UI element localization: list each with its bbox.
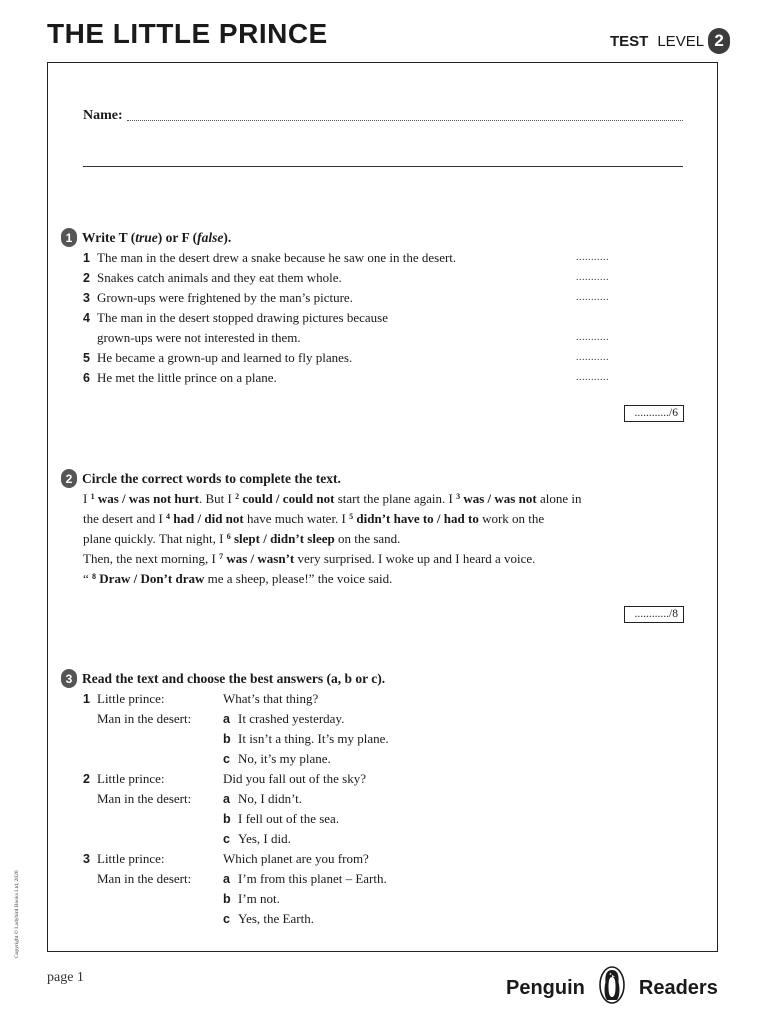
option-letter[interactable]: a bbox=[223, 872, 230, 886]
statement: Grown-ups were frightened by the man’s picture. bbox=[97, 290, 353, 305]
option-text: It isn’t a thing. It’s my plane. bbox=[238, 731, 389, 746]
option-text: Yes, the Earth. bbox=[238, 911, 314, 926]
copyright-notice: Copyright © Ladybird Books Ltd, 2020 bbox=[14, 870, 20, 958]
item-number: 2 bbox=[83, 271, 90, 285]
paragraph-line: “ $^8$ Draw / Don’t draw me a sheep, please!” the voice said. bbox=[83, 571, 393, 586]
answer-blank[interactable]: ........... bbox=[576, 272, 609, 283]
option-text: I’m not. bbox=[238, 891, 280, 906]
statement: The man in the desert stopped drawing pictures because bbox=[97, 310, 388, 325]
section-2-heading bbox=[61, 469, 341, 488]
section-3-heading bbox=[61, 669, 385, 688]
speaker-label: Little prince: bbox=[97, 771, 165, 786]
option-letter[interactable]: b bbox=[223, 812, 231, 826]
item-number: 6 bbox=[83, 371, 90, 385]
page-title: THE LITTLE PRINCE bbox=[47, 18, 328, 49]
score-box: ............/6 bbox=[624, 405, 684, 422]
question-text: Which planet are you from? bbox=[223, 851, 369, 866]
page-number: page 1 bbox=[47, 970, 84, 985]
penguin-icon bbox=[599, 966, 625, 1010]
score-box: ............/8 bbox=[624, 606, 684, 623]
option-letter[interactable]: c bbox=[223, 752, 230, 766]
statement: Snakes catch animals and they eat them whole. bbox=[97, 270, 342, 285]
answer-blank[interactable]: ........... bbox=[576, 372, 609, 383]
test-level-badge bbox=[610, 28, 730, 54]
answer-blank[interactable]: ........... bbox=[576, 252, 609, 263]
name-label: Name: bbox=[83, 108, 123, 123]
option-letter[interactable]: a bbox=[223, 792, 230, 806]
word-choice[interactable]: was / was not hurt bbox=[94, 491, 199, 506]
option-text: Yes, I did. bbox=[238, 831, 291, 846]
brand-readers: Readers bbox=[638, 976, 718, 999]
section-3-instruction: Read the text and choose the best answers (a, b or c). bbox=[82, 670, 386, 686]
option-text: I’m from this planet – Earth. bbox=[238, 871, 387, 886]
option-text: It crashed yesterday. bbox=[238, 711, 345, 726]
answer-blank[interactable]: ........... bbox=[576, 332, 609, 343]
question-number: 1 bbox=[83, 692, 90, 706]
option-text: No, I didn’t. bbox=[238, 791, 303, 806]
item-number: 4 bbox=[83, 311, 90, 325]
word-choice[interactable]: slept / didn’t sleep bbox=[230, 531, 335, 546]
item-number: 5 bbox=[83, 351, 90, 365]
speaker-label: Little prince: bbox=[97, 691, 165, 706]
section-number-badge: 2 bbox=[61, 469, 77, 488]
level-label: LEVEL bbox=[657, 32, 705, 50]
paragraph-line: Then, the next morning, I $^7$ was / wasn’t very surprised. I woke up and I heard a voice. bbox=[83, 551, 536, 566]
statement: He met the little prince on a plane. bbox=[97, 370, 277, 385]
question-text: What’s that thing? bbox=[223, 691, 319, 706]
option-text: I fell out of the sea. bbox=[238, 811, 340, 826]
speaker-label: Man in the desert: bbox=[97, 791, 192, 806]
section-number-badge: 3 bbox=[61, 669, 77, 688]
question-number: 3 bbox=[83, 852, 90, 866]
option-letter[interactable]: b bbox=[223, 892, 231, 906]
word-choice[interactable]: didn’t have to / had to bbox=[353, 511, 479, 526]
speaker-label: Little prince: bbox=[97, 851, 165, 866]
answer-blank[interactable]: ........... bbox=[576, 292, 609, 303]
word-choice[interactable]: was / wasn’t bbox=[223, 551, 295, 566]
test-label: TEST bbox=[610, 32, 649, 50]
option-letter[interactable]: c bbox=[223, 912, 230, 926]
question-text: Did you fall out of the sky? bbox=[223, 771, 366, 786]
statement-continued: grown-ups were not interested in them. bbox=[97, 330, 301, 345]
paragraph-line: plane quickly. That night, I $^6$ slept / didn’t sleep on the sand. bbox=[83, 531, 401, 546]
option-letter[interactable]: a bbox=[223, 712, 230, 726]
paragraph-line: the desert and I $^4$ had / did not have much water. I $^5$ didn’t have to / had to work on the bbox=[83, 511, 545, 526]
section-1-instruction: Write T (true) or F (false). bbox=[82, 229, 232, 245]
option-letter[interactable]: c bbox=[223, 832, 230, 846]
name-field[interactable] bbox=[127, 110, 683, 121]
speaker-label: Man in the desert: bbox=[97, 711, 192, 726]
item-number: 1 bbox=[83, 251, 90, 265]
word-choice[interactable]: was / was not bbox=[460, 491, 537, 506]
section-2-instruction: Circle the correct words to complete the text. bbox=[82, 470, 341, 486]
section-number-badge: 1 bbox=[61, 228, 77, 247]
question-number: 2 bbox=[83, 772, 90, 786]
paragraph-line: I $^1$ was / was not hurt. But I $^2$ could / could not start the plane again. I $^3$ was / was not alone in bbox=[83, 491, 582, 506]
statement: He became a grown-up and learned to fly planes. bbox=[97, 350, 353, 365]
brand-penguin: Penguin bbox=[506, 976, 585, 999]
option-letter[interactable]: b bbox=[223, 732, 231, 746]
speaker-label: Man in the desert: bbox=[97, 871, 192, 886]
word-choice[interactable]: could / could not bbox=[239, 491, 335, 506]
statement: The man in the desert drew a snake because he saw one in the desert. bbox=[97, 250, 457, 265]
item-number: 3 bbox=[83, 291, 90, 305]
name-row bbox=[83, 108, 683, 124]
word-choice[interactable]: had / did not bbox=[170, 511, 244, 526]
answer-blank[interactable]: ........... bbox=[576, 352, 609, 363]
option-text: No, it’s my plane. bbox=[238, 751, 331, 766]
name-underline bbox=[83, 166, 683, 167]
level-number: 2 bbox=[708, 28, 730, 54]
publisher-logo bbox=[506, 968, 718, 1008]
word-choice[interactable]: Draw / Don’t draw bbox=[96, 571, 205, 586]
section-1-heading bbox=[61, 228, 231, 247]
